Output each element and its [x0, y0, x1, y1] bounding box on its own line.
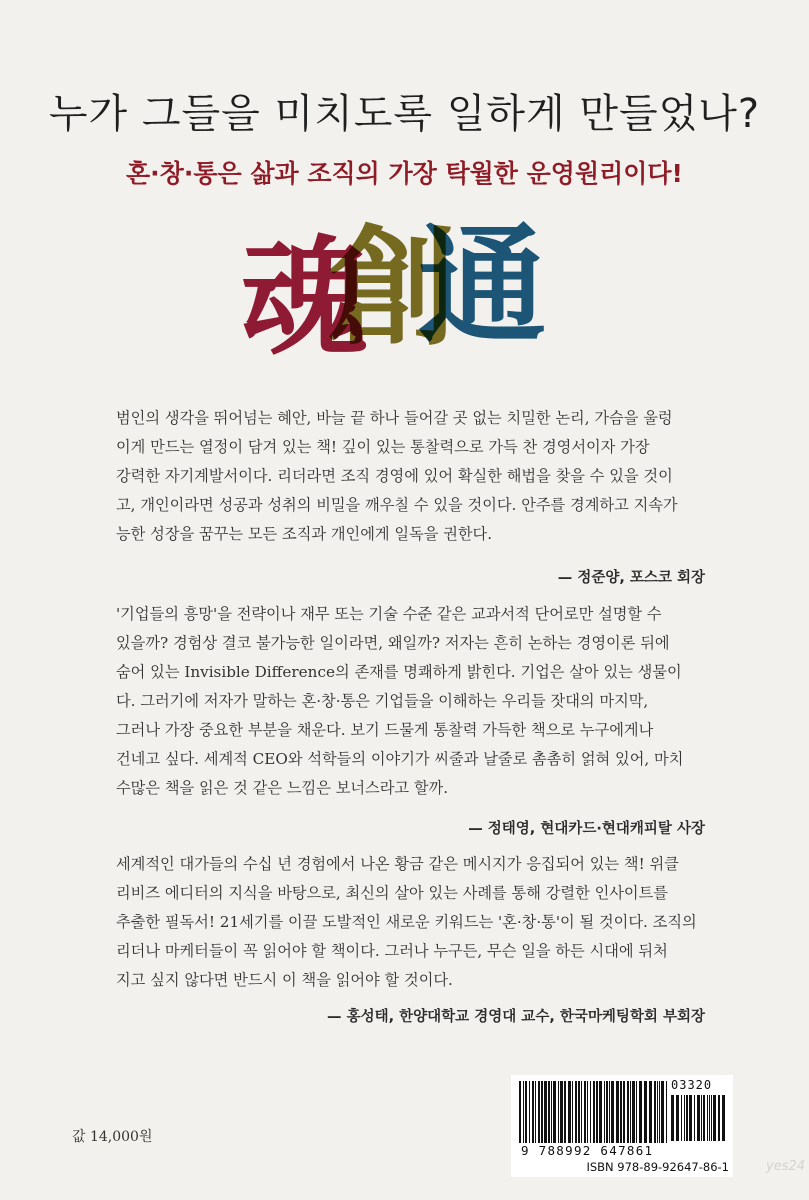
barcode-bar: [564, 1081, 566, 1143]
barcode-bar: [578, 1081, 580, 1143]
barcode-bar: [644, 1081, 647, 1143]
barcode-bar: [713, 1095, 716, 1141]
text-line: 이게 만드는 열정이 담겨 있는 책! 깊이 있는 통찰력으로 가득 찬 경영서이자 가장: [116, 438, 650, 456]
barcode-bar: [587, 1081, 588, 1143]
barcode-digits: 9 788992 647861: [521, 1143, 654, 1158]
barcode-bar: [722, 1095, 725, 1141]
watermark-logo: yes24: [766, 1159, 806, 1174]
barcode-bar: [632, 1081, 635, 1143]
barcode-bar: [697, 1095, 700, 1141]
barcode-bar: [609, 1081, 610, 1143]
text-line: 있을까? 경험상 결코 불가능한 일이라면, 왜일까? 저자는 흔히 논하는 경영이론 뒤에: [116, 634, 670, 652]
barcode-bar: [709, 1095, 710, 1141]
barcode-bar: [596, 1081, 598, 1143]
barcode-bar: [599, 1081, 602, 1143]
barcode-bar: [584, 1081, 586, 1143]
text-line: 리비즈 에디터의 지식을 바탕으로, 최신의 살아 있는 사례를 통해 강렬한 인사이트를: [116, 884, 668, 902]
text-line: 숨어 있는 Invisible Difference의 존재를 명쾌하게 밝힌다. 기업은 살아 있는 생물이: [116, 663, 682, 681]
barcode-bar: [627, 1081, 629, 1143]
barcode-bar: [686, 1095, 688, 1141]
barcode-bar: [590, 1081, 591, 1143]
barcode-bar: [694, 1095, 695, 1141]
review-2-text: [116, 600, 706, 803]
barcode-bar: [684, 1095, 685, 1141]
review-3-attribution: — 홍성태, 한양대학교 경영대 교수, 한국마케팅학회 부회장: [327, 1009, 705, 1025]
barcode-bar: [701, 1095, 702, 1141]
barcode-bar: [718, 1095, 720, 1141]
barcode-bar: [654, 1081, 656, 1143]
barcode-bar: [541, 1081, 543, 1143]
review-1-text: [116, 404, 706, 549]
barcode-bar: [611, 1081, 614, 1143]
review-2-attribution: — 정태영, 현대카드·현대캐피탈 사장: [468, 821, 705, 837]
text-line: 그러나 가장 중요한 부분을 채운다. 보기 드물게 통찰력 가득한 책으로 누구에게나: [116, 721, 654, 739]
text-line: 다. 그러기에 저자가 말하는 혼·창·통은 기업들을 이해하는 우리들 잣대의 마지막,: [116, 692, 649, 710]
price-label: 값 14,000원: [72, 1129, 153, 1145]
barcode-bar: [623, 1081, 625, 1143]
barcode-bar: [620, 1081, 622, 1143]
headline: 누가 그들을 미치도록 일하게 만들었나?: [48, 91, 761, 137]
barcode-bar: [661, 1081, 664, 1143]
text-line: 건네고 싶다. 세계적 CEO와 석학들의 이야기가 씨줄과 날줄로 촘촘히 얽혀 있어, 마치: [116, 750, 684, 768]
barcode: [511, 1075, 733, 1177]
barcode-bar: [538, 1081, 540, 1143]
hanja-title: [240, 211, 570, 373]
barcode-bar: [649, 1081, 652, 1143]
text-line: 리더나 마케터들이 꼭 읽어야 할 책이다. 그러나 누구든, 무슨 일을 하든 시대에 뒤처: [116, 942, 668, 960]
barcode-bar: [676, 1095, 679, 1141]
text-line: '기업들의 흥망'을 전략이나 재무 또는 기술 수준 같은 교과서적 단어로만 설명할 수: [116, 605, 662, 623]
barcode-bar: [671, 1095, 674, 1141]
barcode-bar: [666, 1081, 667, 1143]
text-line: 수많은 책을 읽은 것 같은 느낌은 보너스라고 할까.: [116, 779, 449, 797]
barcode-addon-digits: 03320: [671, 1078, 713, 1092]
barcode-bar: [703, 1095, 705, 1141]
text-line: 지고 싶지 않다면 반드시 이 책을 읽어야 할 것이다.: [116, 971, 453, 989]
hanja-create: 創: [328, 213, 457, 363]
isbn-label: ISBN 978-89-92647-86-1: [586, 1160, 729, 1174]
hanja-communicate: 通: [418, 211, 547, 361]
barcode-bar: [560, 1081, 563, 1143]
text-line: 능한 성장을 꿈꾸는 모든 조직과 개인에게 일독을 권한다.: [116, 525, 493, 543]
barcode-bar: [568, 1081, 571, 1143]
barcode-bar: [544, 1081, 547, 1143]
barcode-bar: [657, 1081, 658, 1143]
text-line: 추출한 필독서! 21세기를 이끌 도발적인 새로운 키워드는 '혼·창·통'이 될 것이다. 조직의: [116, 913, 697, 931]
barcode-bar: [581, 1081, 582, 1143]
barcode-bar: [639, 1081, 642, 1143]
barcode-bar: [519, 1081, 521, 1143]
barcode-bar: [532, 1081, 534, 1143]
barcode-bar: [659, 1081, 660, 1143]
barcode-bar: [689, 1095, 692, 1141]
barcode-bars: [519, 1081, 669, 1143]
barcode-bar: [551, 1081, 552, 1143]
barcode-bar: [593, 1081, 595, 1143]
barcode-bar: [606, 1081, 608, 1143]
barcode-bar: [548, 1081, 550, 1143]
barcode-bar: [572, 1081, 573, 1143]
barcode-bar: [575, 1081, 577, 1143]
barcode-bar: [636, 1081, 637, 1143]
review-3-text: [116, 850, 706, 995]
barcode-bar: [553, 1081, 556, 1143]
barcode-bar: [525, 1081, 527, 1143]
text-line: 고, 개인이라면 성공과 성취의 비밀을 깨우칠 수 있을 것이다. 안주를 경계하고 지속가: [116, 496, 678, 514]
barcode-bar: [707, 1095, 708, 1141]
text-line: 범인의 생각을 뛰어넘는 혜안, 바늘 끝 하나 들어갈 곳 없는 치밀한 논리, 가슴을 울렁: [116, 409, 673, 427]
barcode-bar: [529, 1081, 530, 1143]
text-line: 세계적인 대가들의 수십 년 경험에서 나온 황금 같은 메시지가 응집되어 있는 책! 위클: [116, 855, 679, 873]
barcode-bar: [523, 1081, 524, 1143]
barcode-bar: [616, 1081, 619, 1143]
barcode-bar: [535, 1081, 536, 1143]
barcode-bar: [558, 1081, 559, 1143]
barcode-bar: [630, 1081, 631, 1143]
barcode-bar: [604, 1081, 605, 1143]
review-1-attribution: — 정준양, 포스코 회장: [557, 570, 705, 586]
hanja-soul: 魂: [240, 223, 369, 373]
barcode-addon-bars: [671, 1095, 729, 1141]
barcode-bar: [711, 1095, 712, 1141]
subheadline: 혼·창·통은 삶과 조직의 가장 탁월한 운영원리이다!: [126, 159, 683, 188]
text-line: 강력한 자기계발서이다. 리더라면 조직 경영에 있어 확실한 해법을 찾을 수 있을 것이: [116, 467, 673, 485]
barcode-bar: [681, 1095, 682, 1141]
